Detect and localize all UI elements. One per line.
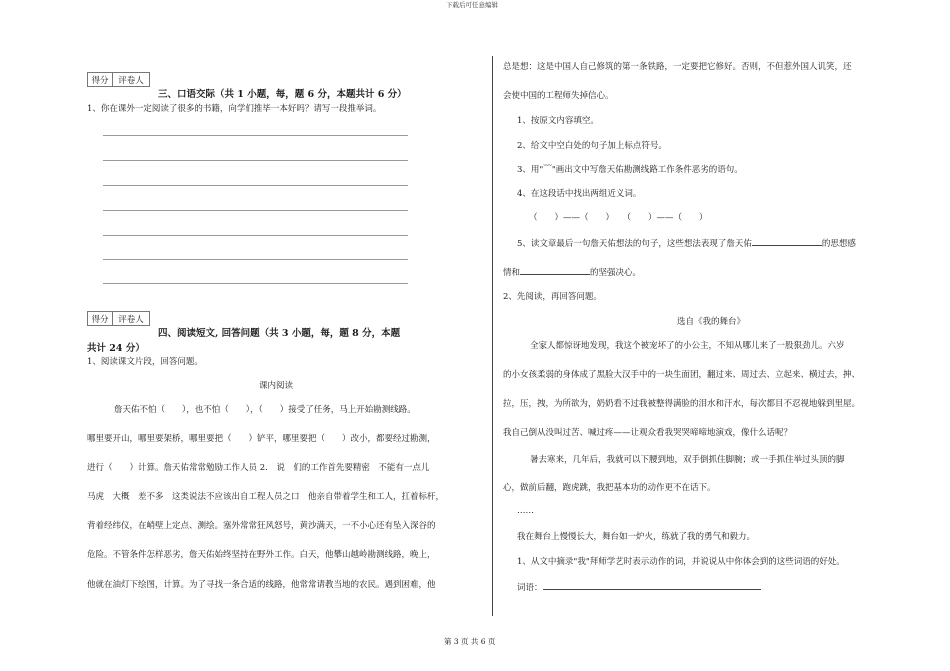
sub-question-5 xyxy=(517,236,856,249)
answer-line[interactable] xyxy=(103,160,408,161)
section3-title: 三、口语交际（共 1 小题，每，题 6 分，本题共计 6 分） xyxy=(158,89,407,100)
header-note: 下载后可任意编辑 xyxy=(446,1,498,9)
fill-blank[interactable] xyxy=(520,265,590,275)
passage-continuation: 总是想：这是中国人自己修筑的第一条铁路，一定要把它修好。否则，不但惹外国人讥笑，还 xyxy=(503,62,852,72)
score-box-section3 xyxy=(87,72,150,87)
passage2-title: 选自《我的舞台》 xyxy=(677,317,746,327)
sub-question-5-text: 5、读文章最后一句詹天佑想法的句子，这些想法表现了詹天佑 xyxy=(517,239,752,249)
passage2-closing: 我在舞台上慢慢长大，舞台如一炉火，练就了我的勇气和毅力。 xyxy=(517,532,756,542)
sub-question-5-text: 情和 xyxy=(503,268,521,278)
grader-label: 评卷人 xyxy=(118,314,144,325)
final-answer-label: 词语： xyxy=(517,583,543,593)
passage-continuation: 会使中国的工程师失掉信心。 xyxy=(503,91,614,101)
section4-title-cont: 共计 24 分） xyxy=(87,343,145,354)
passage2-line: 我自己倒从没叫过苦、喊过疼——让观众看我哭哭啼啼地演戏，像什么话呢？ xyxy=(503,428,793,438)
passage-line: 詹天佑不怕（ ），也不怕（ ），（ ）接受了任务，马上开始勘测线路。 xyxy=(114,405,416,415)
answer-line[interactable] xyxy=(103,135,408,136)
passage2-line: 暑去寒来，几年后，我就可以下腰到地，双手倒抓住脚腕；或一手抓住举过头顶的脚 xyxy=(530,455,845,465)
passage-line: 马虎 大概 差不多 这类说法不应该出自工程人员之口 他亲自带着学生和工人，扛着标杆， xyxy=(87,492,445,502)
reading-question-2: 2、先阅读，再回答问题。 xyxy=(503,292,602,302)
passage-title: 课内阅读 xyxy=(259,381,294,391)
score-label: 得分 xyxy=(88,312,113,325)
passage2-line: 的小女孩柔弱的身体成了黑脸大汉手中的一块生面团，翻过来、周过去、立起来、横过去，抻、 xyxy=(503,370,861,380)
passage-line: 危险。不管条件怎样恶劣，詹天佑始终坚持在野外工作。白天，他攀山越岭勘测线路，晚上， xyxy=(87,550,436,560)
final-question: 1、从文中摘录"我"拜师学艺时表示动作的词，并说说从中你体会到的这些词语的好处。 xyxy=(517,557,845,567)
sub-question-5-cont xyxy=(503,265,641,278)
passage-line: 背着经纬仪，在峭壁上定点、测绘。塞外常常狂风怒号，黄沙满天，一不小心还有坠入深谷的 xyxy=(87,521,436,531)
sub-question-1: 1、按原文内容填空。 xyxy=(517,116,599,126)
sub-question-5-text: 的思想感 xyxy=(821,239,856,249)
grader-label: 评卷人 xyxy=(118,75,144,86)
answer-line[interactable] xyxy=(103,283,408,284)
passage2-line: 全家人都惊讶地发现，我这个被宠坏了的小公主，不知从哪儿来了一股狠劲儿。六岁 xyxy=(530,341,845,351)
passage2-line: 心，做前后翻，跑虎跳，我把基本功的动作更不在话下。 xyxy=(503,483,716,493)
answer-line[interactable] xyxy=(103,210,408,211)
passage-line: 进行（ ）计算。詹天佑常常勉励工作人员 2. 说 们的工作首先要精密 不能有一点儿 xyxy=(87,463,430,473)
sub-question-5-text: 的坚强决心。 xyxy=(590,268,642,278)
synonym-pairs[interactable]: （ ）——（ ） （ ）——（ ） xyxy=(529,213,708,223)
answer-line[interactable] xyxy=(103,235,408,236)
reading-question-1: 1、阅读课文片段，回答问题。 xyxy=(87,357,203,367)
answer-blank[interactable] xyxy=(543,580,761,590)
column-divider xyxy=(492,56,493,616)
passage-line: 他就在油灯下绘图，计算。为了寻找一条合适的线路，他常常请教当地的农民。遇到困难，他 xyxy=(87,580,436,590)
passage-line: 哪里要开山，哪里要架桥，哪里要把（ ）铲平，哪里要把（ ）改小，都要经过勘测， xyxy=(87,434,436,444)
ellipsis: …… xyxy=(517,506,534,516)
page-number: 第 3 页 共 6 页 xyxy=(444,637,496,646)
score-label: 得分 xyxy=(88,73,113,86)
passage2-line: 拉，压，拽，为所欲为，奶奶看不过我被整得满脸的泪水和汗水，每次都目不忍视地躲到里屋。 xyxy=(503,399,861,409)
fill-blank[interactable] xyxy=(752,236,822,246)
answer-line[interactable] xyxy=(103,185,408,186)
sub-question-3: 3、用"﹋"画出文中写詹天佑勘测线路工作条件恶劣的语句。 xyxy=(517,165,743,175)
sub-question-2: 2、给文中空白处的句子加上标点符号。 xyxy=(517,141,667,151)
section4-title: 四、阅读短文, 回答问题（共 3 小题，每，题 8 分，本题 xyxy=(158,328,401,339)
section3-question: 1、你在课外一定阅读了很多的书籍，向学们推毕一本好吗？请写一段推举词。 xyxy=(87,104,382,114)
score-box-section4 xyxy=(87,311,150,326)
final-answer xyxy=(517,580,761,593)
answer-line[interactable] xyxy=(103,259,408,260)
sub-question-4: 4、在这段话中找出两组近义词。 xyxy=(517,189,642,199)
